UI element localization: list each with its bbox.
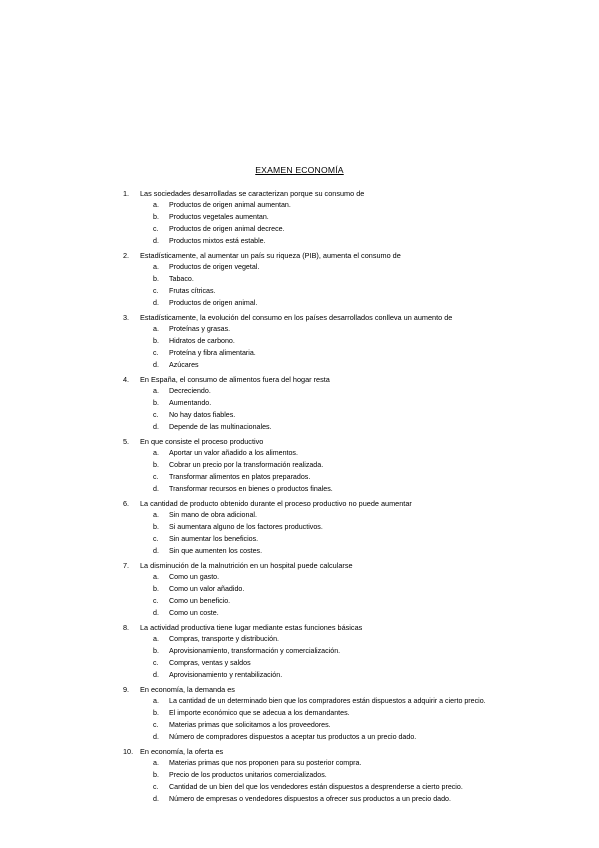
answer-option <box>0 708 599 720</box>
option-text: Transformar recursos en bienes o productos finales. <box>169 484 333 493</box>
answer-option <box>0 460 599 472</box>
option-letter: d. <box>153 546 159 555</box>
question-number: 2. <box>123 251 130 261</box>
question-text: La actividad productiva tiene lugar mediante estas funciones básicas <box>140 623 363 633</box>
option-text: Como un valor añadido. <box>169 585 245 594</box>
question-item <box>0 746 599 805</box>
option-letter: c. <box>153 534 159 543</box>
answer-option <box>0 534 599 546</box>
answer-option <box>0 386 599 398</box>
answer-option <box>0 448 599 460</box>
option-letter: c. <box>153 659 159 667</box>
option-text: Depende de las multinacionales. <box>169 422 272 431</box>
option-text: Aumentando. <box>169 398 212 407</box>
answer-option <box>0 732 599 744</box>
question-number: 1. <box>123 189 130 198</box>
question-item <box>0 622 599 684</box>
question-text: Estadísticamente, la evolución del consumo en los países desarrollados conlleva un aumento de <box>140 313 453 323</box>
option-letter: c. <box>153 410 159 419</box>
question-number: 6. <box>123 499 130 509</box>
question-number: 8. <box>123 623 130 633</box>
answer-option <box>0 696 599 708</box>
answer-option <box>0 596 599 608</box>
option-letter: c. <box>153 783 159 792</box>
option-letter: c. <box>153 224 159 233</box>
question-list <box>0 188 599 806</box>
option-letter: a. <box>153 573 159 582</box>
option-letter: b. <box>153 336 159 345</box>
answer-option <box>0 770 599 782</box>
question-header <box>0 684 599 696</box>
answer-option <box>0 360 599 372</box>
option-text: Tabaco. <box>169 274 194 283</box>
option-text: No hay datos fiables. <box>169 410 236 419</box>
question-number: 10. <box>123 747 134 757</box>
question-number: 3. <box>123 313 130 323</box>
option-letter: a. <box>153 697 159 706</box>
answer-option <box>0 212 599 224</box>
question-text: La disminución de la malnutrición en un hospital puede calcularse <box>140 561 353 571</box>
option-text: Azúcares <box>169 360 199 369</box>
option-text: Compras, transporte y distribución. <box>169 635 279 644</box>
answer-option <box>0 336 599 348</box>
option-letter: b. <box>153 523 159 532</box>
answer-option <box>0 200 599 212</box>
question-item <box>0 436 599 498</box>
option-text: Productos de origen animal aumentan. <box>169 200 291 209</box>
answer-option <box>0 274 599 286</box>
option-letter: b. <box>153 771 159 780</box>
answer-option <box>0 646 599 658</box>
option-letter: a. <box>153 324 159 333</box>
option-text: Aprovisionamiento y rentabilización. <box>169 670 283 679</box>
option-text: Cobrar un precio por la transformación realizada. <box>169 460 324 469</box>
option-text: Sin aumentar los beneficios. <box>169 534 259 543</box>
answer-option <box>0 410 599 422</box>
option-text: Compras, ventas y saldos <box>169 659 251 667</box>
question-header <box>0 498 599 510</box>
answer-option <box>0 472 599 484</box>
option-text: Si aumentara alguno de los factores productivos. <box>169 523 323 532</box>
option-text: Aportar un valor añadido a los alimentos. <box>169 449 298 458</box>
question-text: En España, el consumo de alimentos fuera del hogar resta <box>140 375 330 385</box>
answer-option <box>0 758 599 770</box>
option-letter: a. <box>153 635 159 644</box>
answer-option <box>0 286 599 298</box>
option-letter: c. <box>153 472 159 481</box>
question-number: 7. <box>123 561 130 571</box>
option-text: Materias primas que nos proponen para su posterior compra. <box>169 759 362 768</box>
answer-option <box>0 262 599 274</box>
option-text: Frutas cítricas. <box>169 286 216 295</box>
question-header <box>0 746 599 758</box>
option-text: Número de empresas o vendedores dispuestos a ofrecer sus productos a un precio dado. <box>169 794 451 803</box>
question-item <box>0 374 599 436</box>
option-letter: d. <box>153 236 159 245</box>
answer-option <box>0 584 599 596</box>
option-letter: b. <box>153 647 159 656</box>
answer-option <box>0 546 599 558</box>
option-letter: d. <box>153 360 159 369</box>
question-item <box>0 498 599 560</box>
option-letter: c. <box>153 721 159 730</box>
question-text: En que consiste el proceso productivo <box>140 437 264 447</box>
question-text: Las sociedades desarrolladas se caracterizan porque su consumo de <box>140 189 365 198</box>
option-letter: a. <box>153 262 159 271</box>
option-letter: d. <box>153 794 159 803</box>
answer-option <box>0 794 599 806</box>
option-text: Precio de los productos unitarios comercializados. <box>169 771 327 780</box>
question-text: Estadísticamente, al aumentar un país su riqueza (PIB), aumenta el consumo de <box>140 251 401 261</box>
option-text: Proteínas y grasas. <box>169 324 231 333</box>
answer-option <box>0 484 599 496</box>
question-header <box>0 622 599 634</box>
option-text: Productos de origen animal. <box>169 298 258 307</box>
option-letter: b. <box>153 212 159 221</box>
question-header <box>0 250 599 262</box>
option-text: Número de compradores dispuestos a aceptar tus productos a un precio dado. <box>169 732 417 741</box>
question-text: En economía, la demanda es <box>140 685 235 695</box>
option-text: Como un gasto. <box>169 573 220 582</box>
question-item <box>0 250 599 312</box>
option-text: Sin que aumenten los costes. <box>169 546 263 555</box>
question-text: La cantidad de producto obtenido durante el proceso productivo no puede aumentar <box>140 499 412 509</box>
question-text: En economía, la oferta es <box>140 747 224 757</box>
answer-option <box>0 422 599 434</box>
question-number: 5. <box>123 437 130 447</box>
option-letter: c. <box>153 348 159 357</box>
option-text: Decreciendo. <box>169 387 211 396</box>
option-letter: d. <box>153 298 159 307</box>
option-text: Hidratos de carbono. <box>169 336 235 345</box>
option-text: Proteína y fibra alimentaria. <box>169 348 256 357</box>
option-letter: b. <box>153 274 159 283</box>
option-text: Transformar alimentos en platos preparados. <box>169 472 311 481</box>
answer-option <box>0 398 599 410</box>
option-text: Productos vegetales aumentan. <box>169 212 269 221</box>
option-letter: a. <box>153 387 159 396</box>
option-text: Productos de origen vegetal. <box>169 262 260 271</box>
option-letter: d. <box>153 670 159 679</box>
answer-option <box>0 782 599 794</box>
option-letter: c. <box>153 286 159 295</box>
document-title: EXAMEN ECONOMÍA <box>255 165 344 175</box>
option-letter: c. <box>153 596 159 605</box>
option-letter: b. <box>153 709 159 718</box>
answer-option <box>0 572 599 584</box>
question-item <box>0 188 599 250</box>
answer-option <box>0 324 599 336</box>
answer-option <box>0 522 599 534</box>
answer-option <box>0 348 599 360</box>
option-text: Aprovisionamiento, transformación y comercialización. <box>169 647 341 656</box>
answer-option <box>0 224 599 236</box>
option-text: Productos mixtos está estable. <box>169 236 266 245</box>
answer-option <box>0 658 599 670</box>
option-text: Productos de origen animal decrece. <box>169 224 285 233</box>
answer-option <box>0 670 599 682</box>
question-header <box>0 436 599 448</box>
answer-option <box>0 298 599 310</box>
option-letter: a. <box>153 511 159 520</box>
option-letter: b. <box>153 460 159 469</box>
option-text: Como un coste. <box>169 608 219 617</box>
question-item <box>0 684 599 746</box>
question-header <box>0 374 599 386</box>
answer-option <box>0 510 599 522</box>
question-item <box>0 560 599 622</box>
option-text: Sin mano de obra adicional. <box>169 511 257 520</box>
option-letter: a. <box>153 759 159 768</box>
question-number: 4. <box>123 375 130 385</box>
question-item <box>0 312 599 374</box>
option-letter: b. <box>153 585 159 594</box>
option-text: Materias primas que solicitamos a los proveedores. <box>169 721 331 730</box>
option-letter: d. <box>153 732 159 741</box>
option-letter: a. <box>153 200 159 209</box>
option-text: La cantidad de un determinado bien que los compradores están dispuestos a adquirir a cierto precio. <box>169 697 486 706</box>
answer-option <box>0 608 599 620</box>
answer-option <box>0 634 599 646</box>
option-text: Cantidad de un bien del que los vendedores están dispuestos a desprenderse a cierto precio. <box>169 783 463 792</box>
option-letter: b. <box>153 398 159 407</box>
option-text: Como un beneficio. <box>169 596 231 605</box>
question-number: 9. <box>123 685 130 695</box>
question-header <box>0 312 599 324</box>
option-letter: d. <box>153 608 159 617</box>
option-letter: d. <box>153 422 159 431</box>
answer-option <box>0 236 599 248</box>
question-header <box>0 560 599 572</box>
answer-option <box>0 720 599 732</box>
question-header <box>0 188 599 200</box>
option-letter: d. <box>153 484 159 493</box>
option-letter: a. <box>153 449 159 458</box>
option-text: El importe económico que se adecua a los demandantes. <box>169 709 350 718</box>
